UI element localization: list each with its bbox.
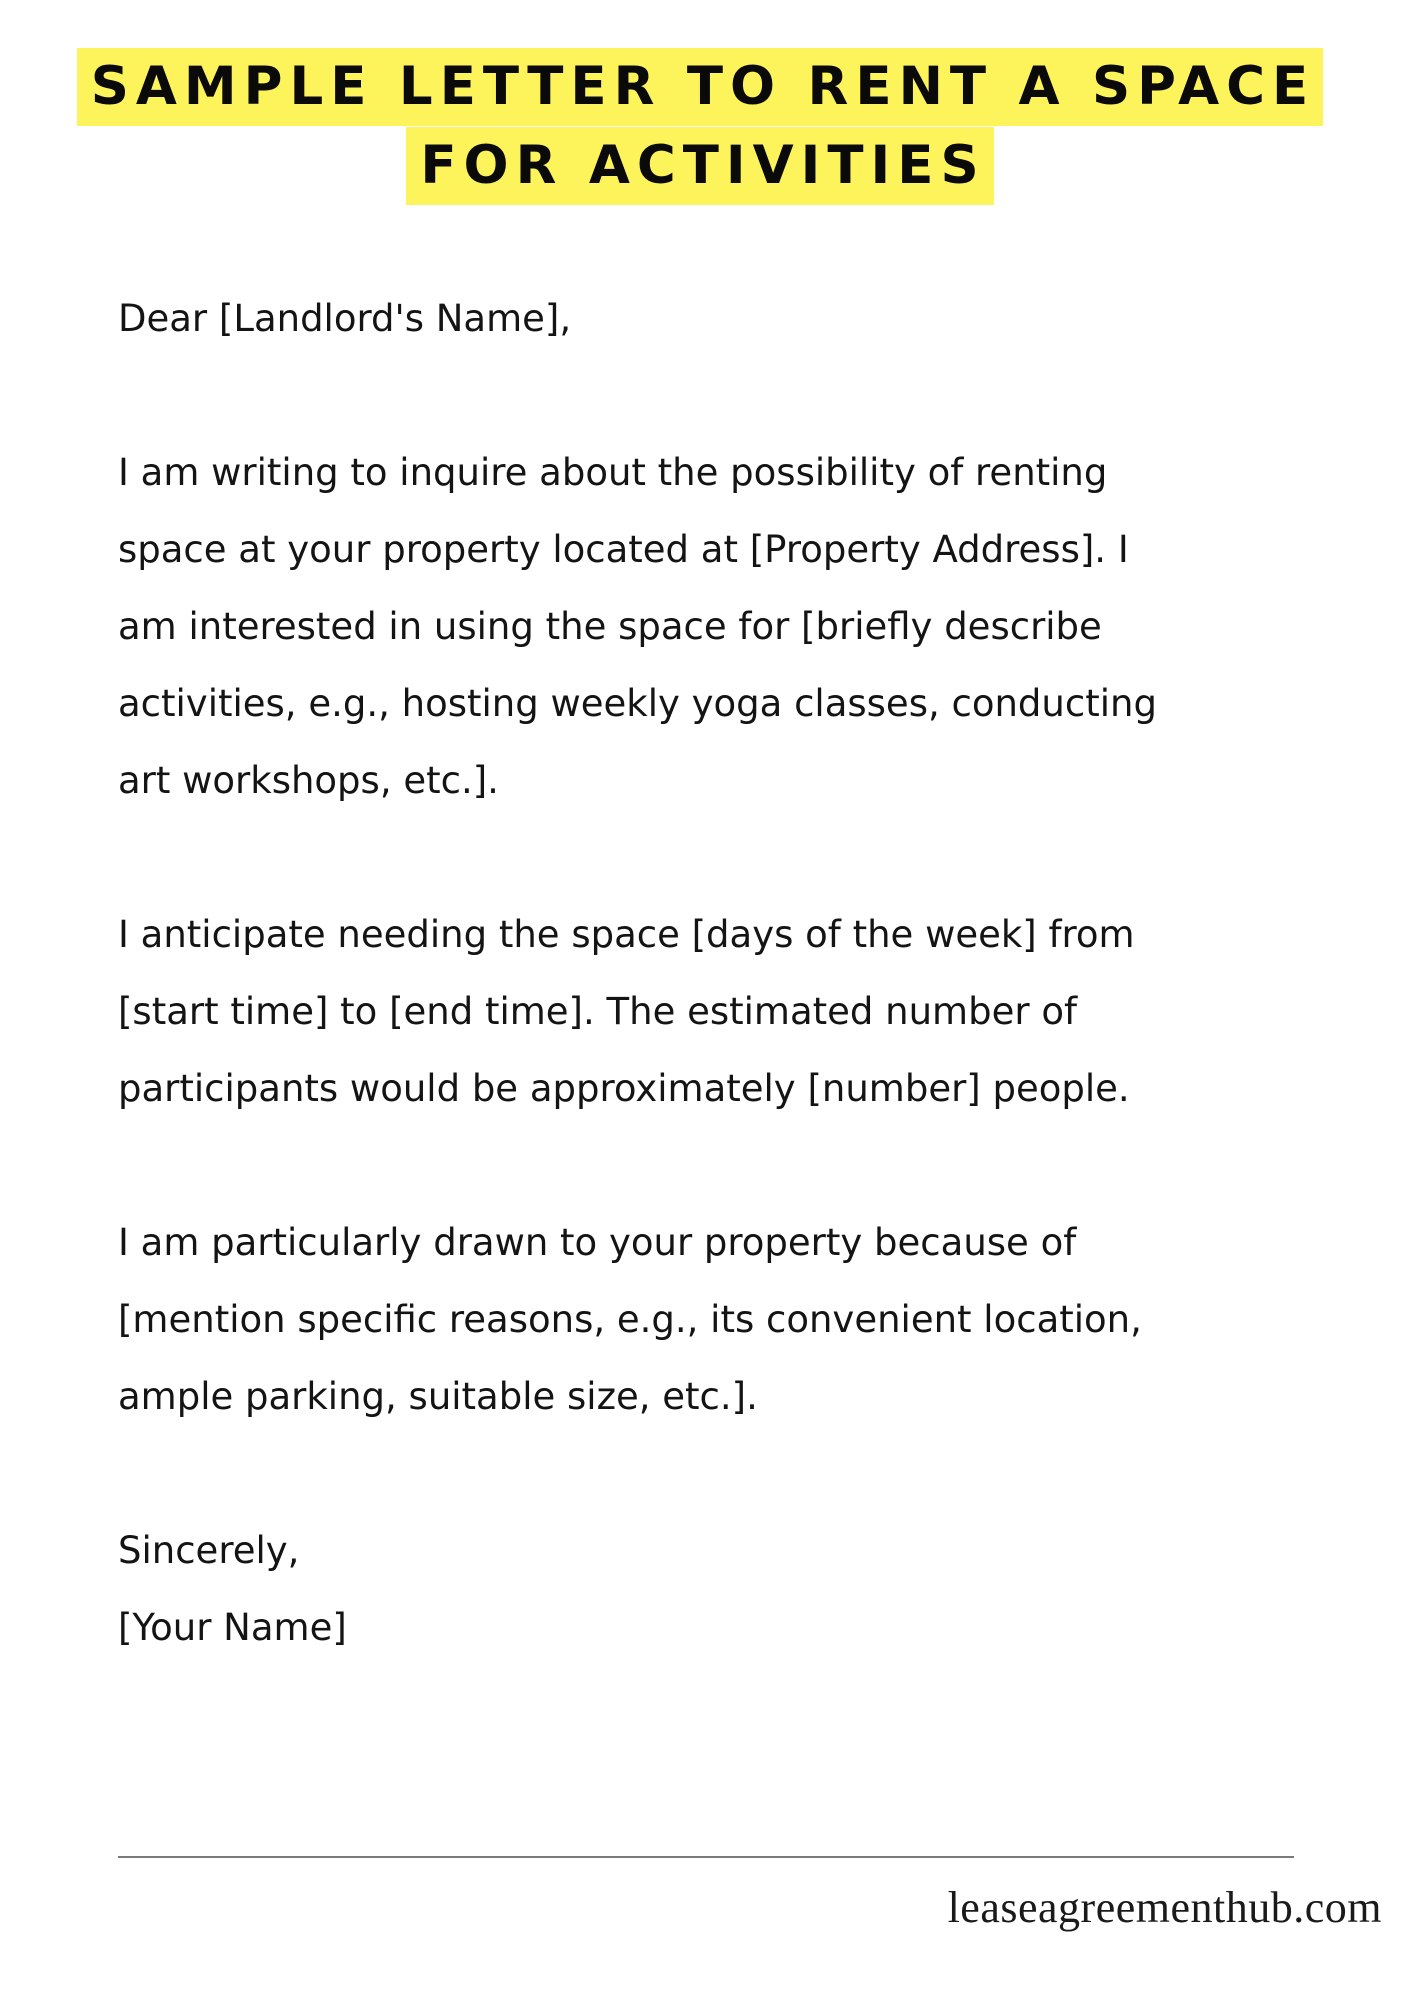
paragraph-line: I anticipate needing the space [days of the week] from — [118, 913, 1135, 956]
paragraph-line: space at your property located at [Property Address]. I — [118, 528, 1129, 571]
footer-website: leaseagreementhub.com — [947, 1883, 1382, 1932]
signature: [Your Name] — [118, 1606, 347, 1649]
title-line-1: SAMPLE LETTER TO RENT A SPACE — [77, 48, 1324, 126]
title-line-2: FOR ACTIVITIES — [406, 127, 993, 205]
paragraph-line: I am writing to inquire about the possibility of renting — [118, 451, 1108, 494]
paragraph-line: I am particularly drawn to your property because of — [118, 1221, 1077, 1264]
paragraph-1 — [118, 434, 1318, 819]
footer-divider — [118, 1856, 1294, 1858]
paragraph-2 — [118, 896, 1318, 1127]
page-title — [0, 48, 1414, 206]
paragraph-line: art workshops, etc.]. — [118, 759, 499, 802]
paragraph-line: participants would be approximately [number] people. — [118, 1067, 1130, 1110]
closing: Sincerely, — [118, 1529, 300, 1572]
paragraph-line: [mention specific reasons, e.g., its convenient location, — [118, 1298, 1142, 1341]
paragraph-3 — [118, 1204, 1318, 1435]
paragraph-line: activities, e.g., hosting weekly yoga classes, conducting — [118, 682, 1157, 725]
salutation: Dear [Landlord's Name], — [118, 297, 572, 340]
paragraph-line: [start time] to [end time]. The estimated number of — [118, 990, 1077, 1033]
paragraph-line: ample parking, suitable size, etc.]. — [118, 1375, 758, 1418]
letter-body — [118, 280, 1318, 1666]
paragraph-line: am interested in using the space for [briefly describe — [118, 605, 1102, 648]
